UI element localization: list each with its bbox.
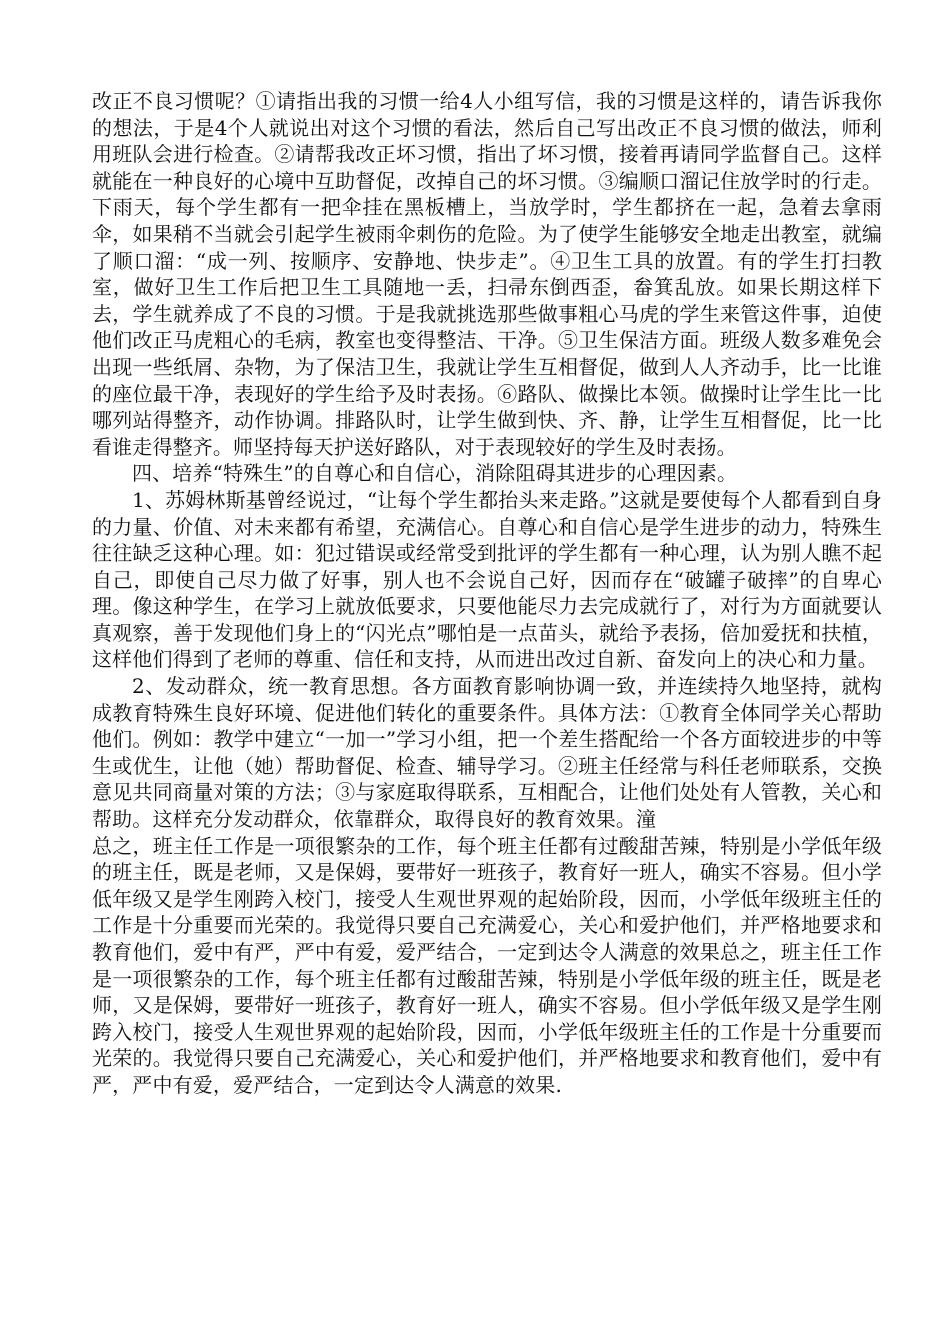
- paragraph-habits-continued: 改正不良习惯呢？①请指出我的习惯一给4人小组写信，我的习惯是这样的，请告诉我你的想法，于是4个人就说出对这个习惯的看法，然后自己写出改正不良习惯的做法，师利用班队会进行检查。②请帮我改正坏习惯，指出了坏习惯，接着再请同学监督自己。这样就能在一种良好的心境中互助督促，改掉自己的坏习惯。③编顺口溜记住放学时的行走。下雨天，每个学生都有一把伞挂在黑板槽上，当放学时，学生都挤在一起，急着去拿雨伞，如果稍不当就会引起学生被雨伞刺伤的危险。为了使学生能够安全地走出教室，就编了顺口溜：“成一列、按顺序、安静地、快步走”。④卫生工具的放置。有的学生打扫教室，做好卫生工作后把卫生工具随地一丢，扫帚东倒西歪，畚箕乱放。如果长期这样下去，学生就养成了不良的习惯。于是我就挑选那些做事粗心马虎的学生来管这件事，迫使他们改正马虎粗心的毛病，教室也变得整洁、干净。⑤卫生保洁方面。班级人数多难免会出现一些纸屑、杂物，为了保洁卫生，我就让学生互相督促，做到人人齐动手，比一比谁的座位最干净，表现好的学生给予及时表扬。⑥路队、做操比本领。做操时让学生比一比哪列站得整齐，动作协调。排路队时，让学生做到快、齐、静，让学生互相督促，比一比看谁走得整齐。师坚持每天护送好路队，对于表现较好的学生及时表扬。: [92, 89, 882, 459]
- paragraph-conclusion: 总之，班主任工作是一项很繁杂的工作，每个班主任都有过酸甜苦辣，特别是小学低年级的班主任，既是老师，又是保姆，要带好一班孩子，教育好一班人，确实不容易。但小学低年级又是学生刚跨入校门，接受人生观世界观的起始阶段，因而，小学低年级班主任的工作是十分重要而光荣的。我觉得只要自己充满爱心，关心和爱护他们，并严格地要求和教育他们，爱中有严，严中有爱，爱严结合，一定到达令人满意的效果总之，班主任工作是一项很繁杂的工作，每个班主任都有过酸甜苦辣，特别是小学低年级的班主任，既是老师，又是保姆，要带好一班孩子，教育好一班人，确实不容易。但小学低年级又是学生刚跨入校门，接受人生观世界观的起始阶段，因而，小学低年级班主任的工作是十分重要而光荣的。我觉得只要自己充满爱心，关心和爱护他们，并严格地要求和教育他们，爱中有严，严中有爱，爱严结合，一定到达令人满意的效果.: [92, 833, 882, 1097]
- paragraph-self-esteem: 1、苏姆林斯基曾经说过，“让每个学生都抬头来走路。”这就是要使每个人都看到自身的力量、价值、对未来都有希望，充满信心。自尊心和自信心是学生进步的动力，特殊生往往缺乏这种心理。如：犯过错误或经常受到批评的学生都有一种心理，认为别人瞧不起自己，即使自己尽力做了好事，别人也不会说自己好，因而存在“破罐子破摔”的自卑心理。像这种学生，在学习上就放低要求，只要他能尽力去完成就行了，对行为方面就要认真观察，善于发现他们身上的“闪光点”哪怕是一点苗头，就给予表扬，倍加爱抚和扶植，这样他们得到了老师的尊重、信任和支持，从而进出改过自新、奋发向上的决心和力量。: [92, 487, 882, 672]
- document-body: [92, 88, 882, 1099]
- paragraph-mobilize-masses: 2、发动群众，统一教育思想。各方面教育影响协调一致，并连续持久地坚持，就构成教育特殊生良好环境、促进他们转化的重要条件。具体方法：①教育全体同学关心帮助他们。例如：教学中建立“一加一”学习小组，把一个差生搭配给一个各方面较进步的中等生或优生，让他（她）帮助督促、检查、辅导学习。②班主任经常与科任老师联系，交换意见共同商量对策的方法；③与家庭取得联系，互相配合，让他们处处有人管教，关心和帮助。这样充分发动群众，依靠群众，取得良好的教育效果。潼: [92, 674, 882, 832]
- section-heading-four: 四、培养“特殊生”的自尊心和自信心，消除阻碍其进步的心理因素。: [132, 461, 738, 486]
